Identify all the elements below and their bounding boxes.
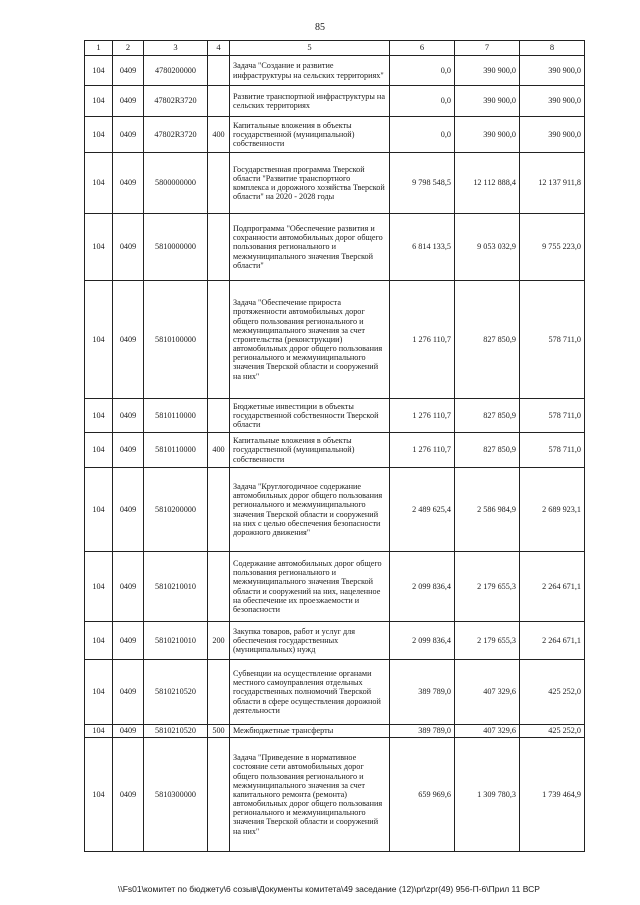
cell-expense-type: [208, 153, 230, 214]
cell-description: Межбюджетные трансферты: [230, 725, 390, 738]
col-header-2: 2: [113, 41, 144, 56]
cell-admin: 104: [85, 468, 113, 552]
cell-target: 5810110000: [144, 399, 208, 433]
table-row: [85, 153, 585, 214]
cell-amount-1: 2 099 836,4: [390, 552, 455, 622]
cell-amount-1: 389 789,0: [390, 725, 455, 738]
cell-admin: 104: [85, 552, 113, 622]
cell-admin: 104: [85, 399, 113, 433]
cell-amount-1: 2 489 625,4: [390, 468, 455, 552]
cell-expense-type: [208, 281, 230, 399]
cell-description: Задача "Круглогодичное содержание автомобильных дорог общего пользования регионального и межмуниципального значения Тверской области и сооружений на них с целью обеспечения безопасности дорожного движения": [230, 468, 390, 552]
cell-amount-3: 578 711,0: [520, 433, 585, 468]
cell-amount-2: 2 179 655,3: [455, 552, 520, 622]
cell-section: 0409: [113, 660, 144, 725]
cell-amount-3: 2 264 671,1: [520, 552, 585, 622]
cell-description: Развитие транспортной инфраструктуры на сельских территориях: [230, 86, 390, 117]
cell-target: 5810300000: [144, 738, 208, 852]
cell-description: Бюджетные инвестиции в объекты государственной собственности Тверской области: [230, 399, 390, 433]
cell-target: 4780200000: [144, 56, 208, 86]
cell-amount-3: 425 252,0: [520, 725, 585, 738]
cell-amount-3: 1 739 464,9: [520, 738, 585, 852]
col-header-3: 3: [144, 41, 208, 56]
cell-amount-3: 578 711,0: [520, 281, 585, 399]
cell-amount-2: 390 900,0: [455, 117, 520, 153]
cell-description: Капитальные вложения в объекты государственной (муниципальной) собственности: [230, 433, 390, 468]
table-row: [85, 86, 585, 117]
cell-description: Задача "Обеспечение прироста протяженности автомобильных дорог общего пользования регионального и межмуниципального значения за счет строительства (реконструкции) автомобильных дорог общего пользования регионального и межмуниципального значения Тверской области и сооружений на них": [230, 281, 390, 399]
cell-amount-1: 0,0: [390, 86, 455, 117]
col-header-8: 8: [520, 41, 585, 56]
cell-target: 5810000000: [144, 214, 208, 281]
table-row: [85, 56, 585, 86]
cell-expense-type: [208, 56, 230, 86]
cell-amount-1: 1 276 110,7: [390, 281, 455, 399]
cell-description: Государственная программа Тверской области "Развитие транспортного комплекса и дорожного хозяйства Тверской области" на 2020 - 2028 годы: [230, 153, 390, 214]
cell-section: 0409: [113, 153, 144, 214]
cell-amount-1: 9 798 548,5: [390, 153, 455, 214]
cell-amount-2: 1 309 780,3: [455, 738, 520, 852]
cell-target: 47802R3720: [144, 117, 208, 153]
cell-amount-2: 2 179 655,3: [455, 622, 520, 660]
table-row: [85, 552, 585, 622]
cell-amount-2: 390 900,0: [455, 86, 520, 117]
col-header-7: 7: [455, 41, 520, 56]
header-row: [85, 41, 585, 56]
cell-amount-2: 407 329,6: [455, 725, 520, 738]
table-row: [85, 399, 585, 433]
cell-expense-type: [208, 86, 230, 117]
cell-section: 0409: [113, 56, 144, 86]
cell-target: 5810210520: [144, 660, 208, 725]
cell-section: 0409: [113, 738, 144, 852]
cell-amount-3: 2 264 671,1: [520, 622, 585, 660]
table-row: [85, 468, 585, 552]
cell-expense-type: [208, 468, 230, 552]
cell-amount-3: 390 900,0: [520, 86, 585, 117]
cell-admin: 104: [85, 56, 113, 86]
cell-section: 0409: [113, 86, 144, 117]
budget-table: [84, 40, 585, 852]
cell-amount-1: 1 276 110,7: [390, 433, 455, 468]
table-row: [85, 117, 585, 153]
cell-amount-2: 407 329,6: [455, 660, 520, 725]
cell-amount-3: 9 755 223,0: [520, 214, 585, 281]
cell-amount-2: 827 850,9: [455, 399, 520, 433]
cell-admin: 104: [85, 660, 113, 725]
cell-amount-3: 390 900,0: [520, 56, 585, 86]
cell-amount-2: 2 586 984,9: [455, 468, 520, 552]
cell-amount-1: 389 789,0: [390, 660, 455, 725]
cell-expense-type: [208, 552, 230, 622]
cell-target: 5810210010: [144, 552, 208, 622]
cell-admin: 104: [85, 725, 113, 738]
cell-target: 5810210520: [144, 725, 208, 738]
cell-amount-2: 9 053 032,9: [455, 214, 520, 281]
col-header-5: 5: [230, 41, 390, 56]
cell-section: 0409: [113, 117, 144, 153]
cell-section: 0409: [113, 214, 144, 281]
cell-amount-3: 425 252,0: [520, 660, 585, 725]
cell-expense-type: [208, 399, 230, 433]
cell-admin: 104: [85, 738, 113, 852]
cell-amount-2: 390 900,0: [455, 56, 520, 86]
cell-section: 0409: [113, 281, 144, 399]
cell-target: 5810200000: [144, 468, 208, 552]
cell-amount-3: 390 900,0: [520, 117, 585, 153]
cell-admin: 104: [85, 622, 113, 660]
table-row: [85, 738, 585, 852]
table-row: [85, 725, 585, 738]
table-row: [85, 660, 585, 725]
cell-description: Подпрограмма "Обеспечение развития и сохранности автомобильных дорог общего пользования регионального и межмуниципального значения Тверской области": [230, 214, 390, 281]
cell-amount-1: 6 814 133,5: [390, 214, 455, 281]
cell-target: 47802R3720: [144, 86, 208, 117]
cell-section: 0409: [113, 399, 144, 433]
cell-target: 5810210010: [144, 622, 208, 660]
cell-description: Субвенции на осуществление органами местного самоуправления отдельных государственных полномочий Тверской области в сфере осуществления дорожной деятельности: [230, 660, 390, 725]
cell-amount-1: 0,0: [390, 56, 455, 86]
cell-expense-type: [208, 738, 230, 852]
cell-expense-type: [208, 214, 230, 281]
cell-amount-1: 2 099 836,4: [390, 622, 455, 660]
table-row: [85, 622, 585, 660]
cell-section: 0409: [113, 552, 144, 622]
cell-amount-2: 827 850,9: [455, 433, 520, 468]
page-number: 85: [315, 22, 325, 33]
cell-expense-type: 400: [208, 433, 230, 468]
file-path-footer: \\Fs01\комитет по бюджету\6 созыв\Документы комитета\49 заседание (12)\pr\zpr(49) 956-П-6\Прил 11 ВСР: [118, 884, 540, 894]
col-header-6: 6: [390, 41, 455, 56]
cell-description: Содержание автомобильных дорог общего пользования регионального и межмуниципального значения Тверской области и сооружений на них, нацеленное на обеспечение их проезжаемости и безопасности: [230, 552, 390, 622]
cell-admin: 104: [85, 281, 113, 399]
cell-target: 5810110000: [144, 433, 208, 468]
cell-admin: 104: [85, 214, 113, 281]
cell-amount-1: 659 969,6: [390, 738, 455, 852]
cell-description: Закупка товаров, работ и услуг для обеспечения государственных (муниципальных) нужд: [230, 622, 390, 660]
col-header-1: 1: [85, 41, 113, 56]
cell-description: Задача "Создание и развитие инфраструктуры на сельских территориях": [230, 56, 390, 86]
cell-amount-1: 1 276 110,7: [390, 399, 455, 433]
cell-section: 0409: [113, 433, 144, 468]
cell-expense-type: 200: [208, 622, 230, 660]
table-row: [85, 281, 585, 399]
table-row: [85, 433, 585, 468]
cell-amount-2: 827 850,9: [455, 281, 520, 399]
cell-amount-2: 12 112 888,4: [455, 153, 520, 214]
cell-admin: 104: [85, 86, 113, 117]
cell-expense-type: 500: [208, 725, 230, 738]
cell-section: 0409: [113, 622, 144, 660]
cell-expense-type: [208, 660, 230, 725]
cell-admin: 104: [85, 433, 113, 468]
cell-target: 5810100000: [144, 281, 208, 399]
cell-target: 5800000000: [144, 153, 208, 214]
col-header-4: 4: [208, 41, 230, 56]
cell-amount-3: 578 711,0: [520, 399, 585, 433]
cell-amount-1: 0,0: [390, 117, 455, 153]
cell-description: Задача "Приведение в нормативное состояние сети автомобильных дорог общего пользования регионального и межмуниципального значения за счет капитального ремонта (ремонта) автомобильных дорог общего пользования регионального и межмуниципального значения Тверской области и сооружений на них": [230, 738, 390, 852]
cell-amount-3: 2 689 923,1: [520, 468, 585, 552]
cell-admin: 104: [85, 153, 113, 214]
cell-section: 0409: [113, 725, 144, 738]
cell-section: 0409: [113, 468, 144, 552]
cell-amount-3: 12 137 911,8: [520, 153, 585, 214]
table-row: [85, 214, 585, 281]
cell-expense-type: 400: [208, 117, 230, 153]
cell-description: Капитальные вложения в объекты государственной (муниципальной) собственности: [230, 117, 390, 153]
cell-admin: 104: [85, 117, 113, 153]
